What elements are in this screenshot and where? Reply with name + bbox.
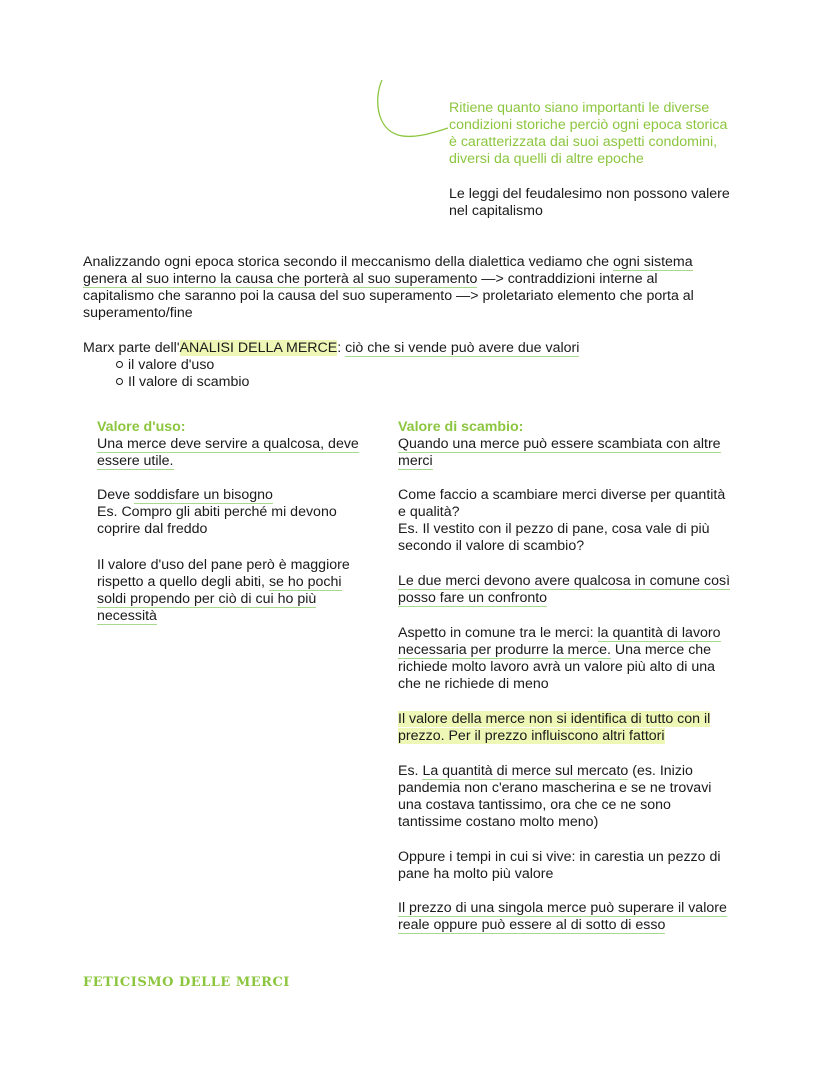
uso-line [97, 453, 174, 470]
scambio-line: tantissime costano molto meno) [398, 814, 599, 830]
bullet-item [116, 374, 249, 391]
scambio-line: Come faccio a scambiare merci diverse per quantità [398, 487, 726, 503]
side-note-line: è caratterizzata dai suoi aspetti condomini, [449, 134, 718, 150]
uso-line [97, 591, 316, 608]
underlined-text: genera al suo interno la causa che porterà al suo superamento [83, 271, 478, 287]
marx-line [83, 340, 579, 357]
side-note-line: diversi da quelli di altre epoche [449, 151, 644, 167]
scambio-line: Oppure i tempi in cui si vive: in carestia un pezzo di [398, 849, 721, 865]
underlined-text: Una merce deve servire a qualcosa, deve [97, 436, 359, 452]
uso-line [97, 608, 157, 625]
scambio-heading: Valore di scambio: [398, 419, 524, 435]
bullet-item [116, 357, 214, 374]
uso-line: coprire dal freddo [97, 521, 208, 537]
side-note-line: Ritiene quanto siano importanti le diverse [449, 100, 710, 116]
underlined-text: Quando una merce può essere scambiata con altre [398, 436, 721, 452]
underlined-text: ciò che si vende può avere due valori [345, 340, 580, 356]
side-note-black-line: nel capitalismo [449, 203, 543, 219]
paragraph-line [83, 271, 658, 288]
text: rispetto a quello degli abiti, [97, 574, 269, 590]
text: (es. Inizio [628, 763, 693, 779]
underlined-text: necessaria per produrre la merce. [398, 642, 611, 658]
scambio-line [398, 642, 711, 659]
underlined-text: Le due merci devono avere qualcosa in comune così [398, 573, 731, 589]
scambio-line [398, 917, 665, 934]
text: Aspetto in comune tra le merci: [398, 625, 598, 641]
underlined-text: ogni sistema [612, 254, 693, 270]
scambio-line: pandemia non c'erano mascherina e se ne trovavi [398, 780, 712, 796]
text: Es. [398, 763, 423, 779]
underlined-text: posso fare un confronto [398, 590, 548, 606]
scambio-line [398, 728, 665, 745]
scambio-line [398, 590, 547, 607]
scambio-line [398, 573, 730, 590]
text: : [337, 340, 346, 356]
scambio-line: Es. Il vestito con il pezzo di pane, cosa vale di più [398, 521, 710, 537]
text: Deve [97, 487, 135, 503]
bullet-icon [116, 378, 123, 385]
paragraph-line: superamento/fine [83, 305, 193, 321]
underlined-text: Il prezzo di una singola merce può superare il valore [398, 900, 727, 916]
side-note-black-line: Le leggi del feudalesimo non possono valere [449, 186, 730, 202]
uso-line [97, 574, 342, 591]
underlined-text: la quantità di lavoro [597, 625, 721, 641]
underlined-text: merci [398, 453, 433, 469]
highlighted-text: prezzo. Per il prezzo influiscono altri fattori [398, 728, 665, 744]
scambio-line: richiede molto lavoro avrà un valore più alto di una [398, 659, 716, 675]
highlighted-text: Il valore della merce non si identifica di tutto con il [398, 711, 711, 727]
bullet-text: Il valore di scambio [128, 374, 250, 390]
uso-line: Il valore d'uso del pane però è maggiore [97, 557, 350, 573]
underlined-text: soddisfare un bisogno [134, 487, 273, 503]
bracket-curve [372, 78, 452, 140]
scambio-line [398, 900, 727, 917]
underlined-text: soldi propendo per ciò di cui ho più [97, 591, 317, 607]
scambio-line: che ne richiede di meno [398, 676, 549, 692]
underlined-text: essere utile. [97, 453, 174, 469]
bullet-text: il valore d'uso [128, 357, 215, 373]
side-note-line: condizioni storiche perciò ogni epoca storica [449, 117, 728, 133]
underlined-text: La quantità di merce sul mercato [422, 763, 629, 779]
scambio-line: e qualità? [398, 504, 460, 520]
scambio-line [398, 763, 693, 780]
uso-line [97, 487, 273, 504]
text: Una merce che [610, 642, 712, 658]
text: Analizzando ogni epoca storica secondo il meccanismo della dialettica vediamo che [83, 254, 613, 270]
scambio-line [398, 625, 721, 642]
section-title: FETICISMO DELLE MERCI [83, 975, 290, 990]
uso-line [97, 436, 359, 453]
scambio-line [398, 711, 710, 728]
underlined-text: necessità [97, 608, 157, 624]
text: Marx parte dell' [83, 340, 180, 356]
scambio-line: secondo il valore di scambio? [398, 538, 585, 554]
underlined-text: reale oppure può essere al di sotto di esso [398, 917, 666, 933]
uso-line: Es. Compro gli abiti perché mi devono [97, 504, 337, 520]
bullet-icon [116, 361, 123, 368]
uso-heading: Valore d'uso: [97, 419, 186, 435]
paragraph-line: capitalismo che saranno poi la causa del suo superamento —> proletariato elemento che porta al [83, 288, 694, 304]
text: —> contraddizioni interne al [477, 271, 658, 287]
scambio-line [398, 453, 433, 470]
scambio-line: una costava tantissimo, ora che ce ne sono [398, 797, 671, 813]
paragraph-line [83, 254, 693, 271]
highlighted-text: ANALISI DELLA MERCE [179, 340, 338, 356]
scambio-line [398, 436, 721, 453]
scambio-line: pane ha molto più valore [398, 866, 554, 882]
underlined-text: se ho pochi [268, 574, 342, 590]
